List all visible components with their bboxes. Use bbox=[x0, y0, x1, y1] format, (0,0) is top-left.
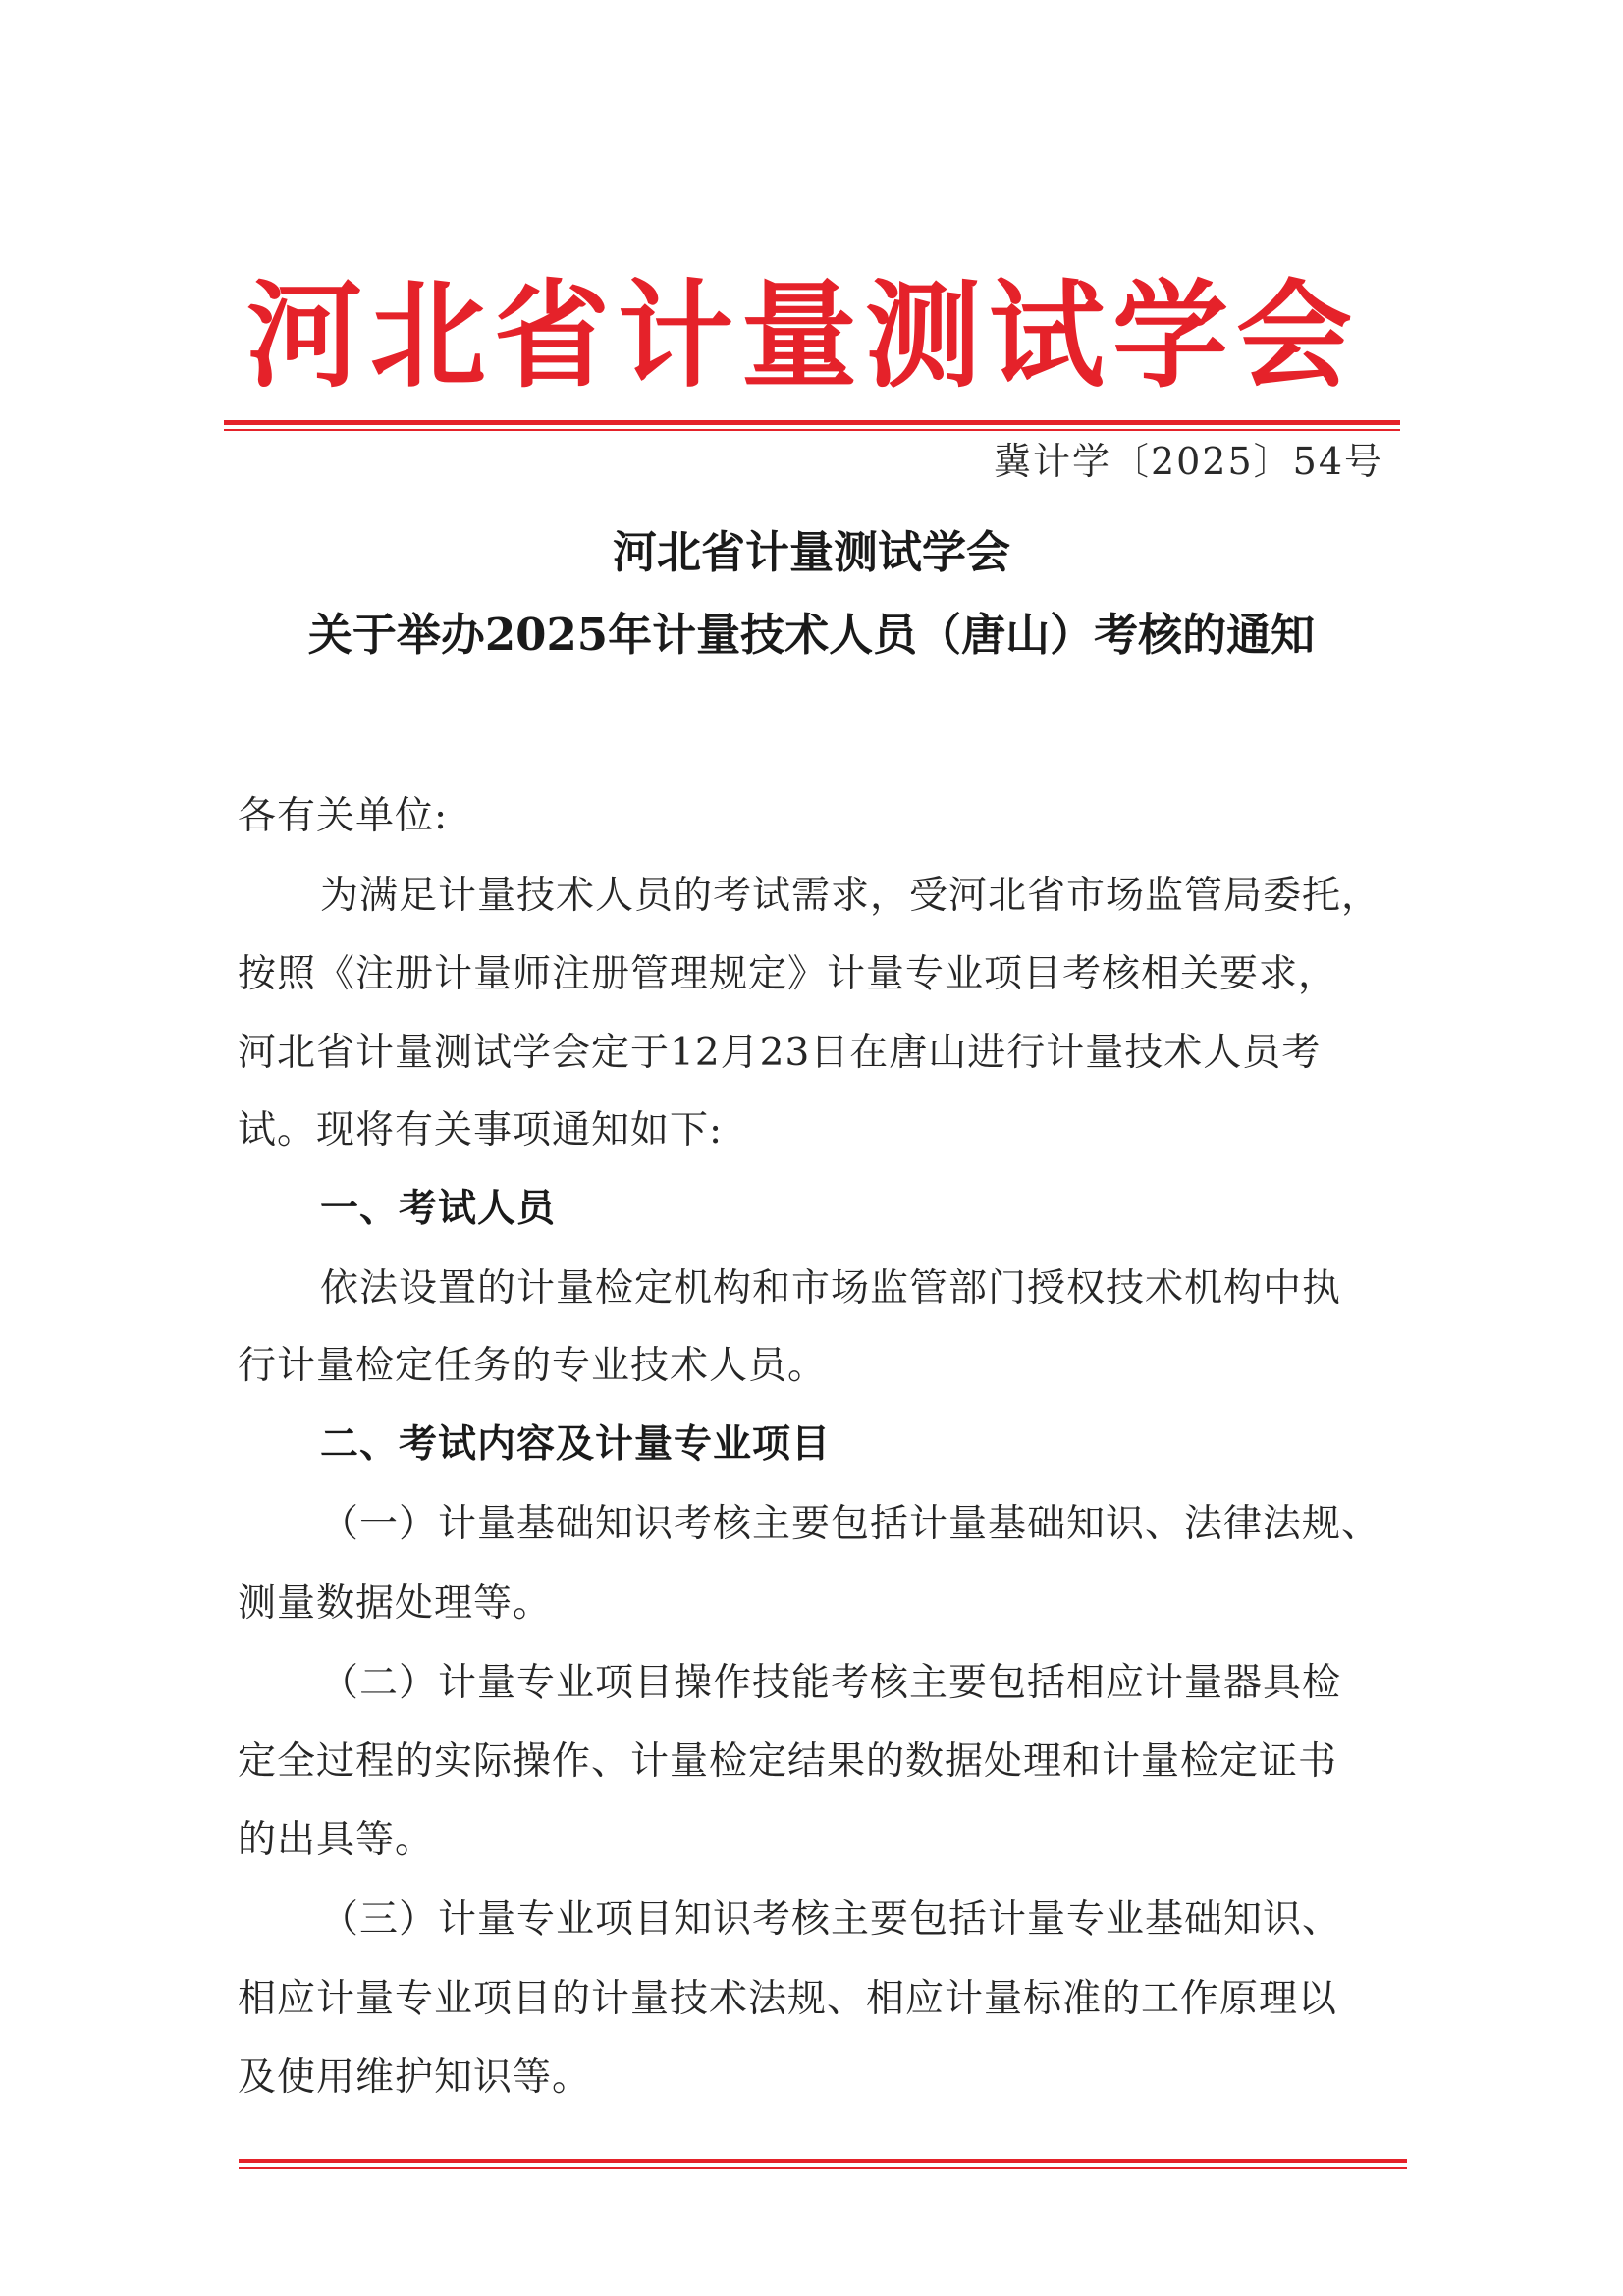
section2-item3-line: 及使用维护知识等。 bbox=[238, 2056, 592, 2100]
salutation: 各有关单位: bbox=[238, 794, 449, 838]
intro-line: 试。现将有关事项通知如下: bbox=[238, 1108, 724, 1152]
section2-item2-line: 的出具等。 bbox=[238, 1818, 435, 1862]
divider-thick-line bbox=[224, 420, 1400, 425]
section2-item1-line: （一）计量基础知识考核主要包括计量基础知识、法律法规、 bbox=[320, 1502, 1381, 1546]
title-line-2: 关于举办2025年计量技术人员（唐山）考核的通知 bbox=[307, 609, 1316, 661]
section2-item3-line: 相应计量专业项目的计量技术法规、相应计量标准的工作原理以 bbox=[238, 1977, 1338, 2021]
section2-item2-line: （二）计量专业项目操作技能考核主要包括相应计量器具检 bbox=[320, 1661, 1342, 1705]
section2-item2-line: 定全过程的实际操作、计量检定结果的数据处理和计量检定证书 bbox=[238, 1739, 1338, 1784]
section2-item3-line: （三）计量专业项目知识考核主要包括计量专业基础知识、 bbox=[320, 1897, 1342, 1942]
section2-item1-line: 测量数据处理等。 bbox=[238, 1581, 553, 1626]
letterhead-red-divider bbox=[224, 420, 1400, 434]
intro-line: 按照《注册计量师注册管理规定》计量专业项目考核相关要求， bbox=[238, 952, 1338, 996]
intro-line: 河北省计量测试学会定于12月23日在唐山进行计量技术人员考 bbox=[238, 1031, 1322, 1075]
title-line-1: 河北省计量测试学会 bbox=[612, 526, 1010, 578]
footer-red-divider bbox=[239, 2159, 1407, 2172]
section1-line: 依法设置的计量检定机构和市场监管部门授权技术机构中执 bbox=[320, 1266, 1342, 1310]
divider-thin-line bbox=[239, 2167, 1407, 2169]
divider-thin-line bbox=[224, 429, 1400, 431]
section-heading-personnel: 一、考试人员 bbox=[320, 1187, 557, 1231]
document-number: 冀计学〔2025〕54号 bbox=[993, 440, 1383, 483]
letterhead-org-name: 河北省计量测试学会 bbox=[245, 268, 1360, 403]
divider-thick-line bbox=[239, 2159, 1407, 2163]
section-heading-content: 二、考试内容及计量专业项目 bbox=[320, 1422, 832, 1467]
intro-line: 为满足计量技术人员的考试需求，受河北省市场监管局委托， bbox=[320, 874, 1381, 918]
section1-line: 行计量检定任务的专业技术人员。 bbox=[238, 1344, 828, 1388]
